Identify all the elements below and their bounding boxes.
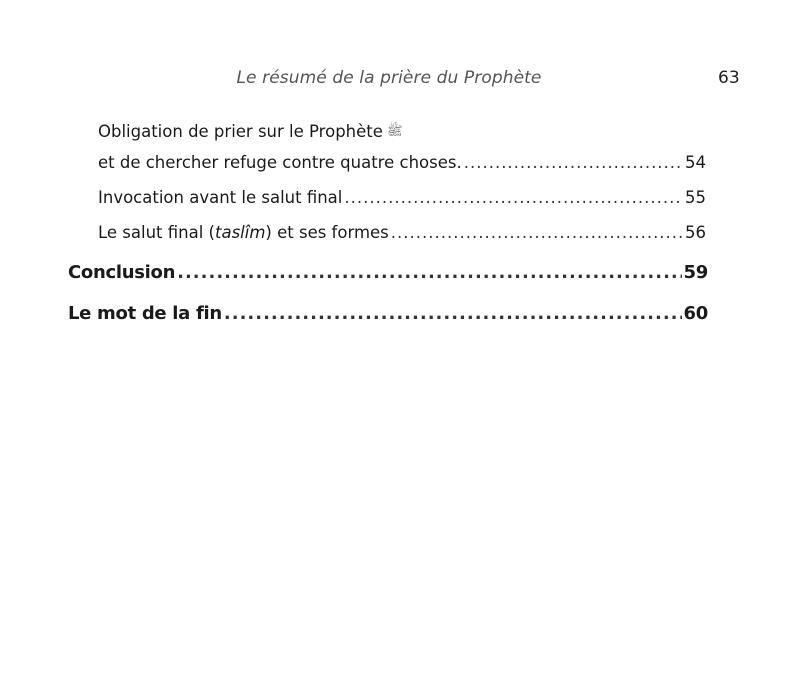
toc-entry-page: 55 [685, 188, 706, 207]
toc-entry-obligation-line1 [98, 122, 403, 142]
toc-entry-page: 60 [683, 303, 708, 324]
toc-entry-label [98, 223, 389, 242]
honorific-icon: ﷺ [386, 124, 403, 139]
dot-leader [177, 262, 681, 283]
label-italic: taslîm [215, 223, 266, 242]
page-number: 63 [718, 68, 740, 88]
toc-entry-invocation [98, 188, 706, 207]
label-part: Le salut final ( [98, 223, 215, 242]
dot-leader [344, 188, 683, 207]
toc-entry-label: Invocation avant le salut final [98, 188, 343, 207]
dot-leader [464, 153, 683, 172]
toc-entry-label: Le mot de la fin [68, 303, 222, 324]
running-header: Le résumé de la prière du Prophète [236, 68, 542, 88]
label-part: ) et ses formes [265, 223, 389, 242]
toc-entry-page: 59 [683, 262, 708, 283]
toc-entry-obligation [98, 153, 706, 172]
dot-leader [224, 303, 682, 324]
toc-entry-label: et de chercher refuge contre quatre choses. [98, 153, 462, 172]
toc-entry-label: Conclusion [68, 262, 176, 283]
toc-entry-label: Obligation de prier sur le Prophète [98, 122, 383, 141]
toc-entry-conclusion [68, 262, 708, 283]
dot-leader [391, 223, 683, 242]
toc-entry-salut-final [98, 223, 706, 242]
toc-entry-page: 54 [685, 153, 706, 172]
toc-entry-page: 56 [685, 223, 706, 242]
toc-entry-mot-de-la-fin [68, 303, 708, 324]
